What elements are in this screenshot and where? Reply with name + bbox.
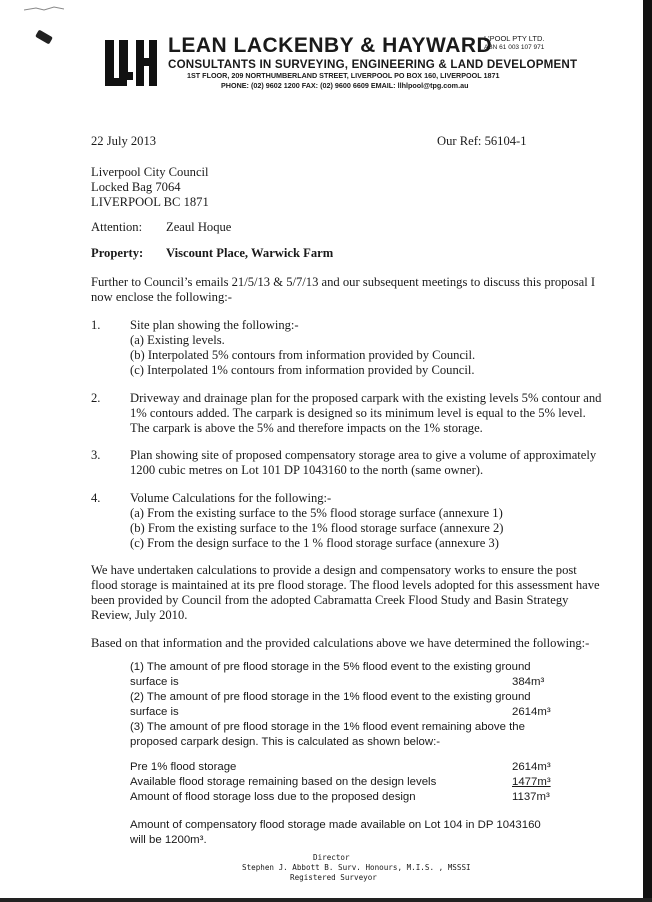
attention-label: Attention: (91, 220, 143, 234)
item-line: (b) From the existing surface to the 1% flood storage surface (annexure 2) (130, 521, 504, 535)
item-line: Plan showing site of proposed compensatory storage area to give a volume of approximately (130, 448, 597, 462)
company-abn: ABN 61 003 107 971 (484, 44, 545, 51)
paragraph-line: Review, July 2010. (91, 608, 188, 622)
scan-border-right (643, 0, 652, 902)
item-line: Site plan showing the following:- (130, 318, 299, 332)
calc-line: (3) The amount of pre flood storage in the 1% flood event remaining above the (130, 721, 525, 733)
calc-line: (2) The amount of pre flood storage in the 1% flood event to the existing ground (130, 691, 531, 703)
letter-date: 22 July 2013 (91, 134, 157, 148)
calc-value: 384m³ (512, 676, 545, 688)
company-pty: L'POOL PTY LTD. (484, 34, 545, 43)
summary-value: 1137m³ (512, 791, 550, 803)
company-logo-icon (105, 40, 157, 86)
paragraph-line: been provided by Council from the adopted Cabramatta Creek Flood Study and Basin Strategy (91, 593, 569, 607)
attention-name: Zeaul Hoque (166, 220, 232, 234)
item-line: 1200 cubic metres on Lot 101 DP 1043160 to the north (same owner). (130, 463, 484, 477)
scan-artifact-icon (24, 6, 64, 12)
signature-role: Registered Surveyor (290, 873, 377, 882)
summary-label: Amount of flood storage loss due to the proposed design (130, 791, 416, 803)
summary-label: Pre 1% flood storage (130, 761, 237, 773)
calc-line: surface is (130, 706, 179, 718)
scan-border-bottom (0, 898, 652, 902)
intro-line: now enclose the following:- (91, 290, 232, 304)
paragraph-line: Based on that information and the provided calculations above we have determined the following:- (91, 636, 590, 650)
summary-value: 2614m³ (512, 761, 551, 773)
item-number: 1. (91, 318, 101, 332)
item-line: (a) From the existing surface to the 5% flood storage surface (annexure 1) (130, 506, 503, 520)
company-name: LEAN LACKENBY & HAYWARD (168, 34, 493, 57)
calc-value: 2614m³ (512, 706, 551, 718)
intro-line: Further to Council’s emails 21/5/13 & 5/7/13 and our subsequent meetings to discuss this proposal I (91, 275, 596, 289)
item-number: 2. (91, 391, 101, 405)
recipient-line: LIVERPOOL BC 1871 (91, 195, 209, 209)
signature-title: Director (313, 853, 350, 862)
item-line: (c) From the design surface to the 1 % flood storage surface (annexure 3) (130, 536, 499, 550)
item-line: The carpark is above the 5% and therefore impacts on the 1% storage. (130, 421, 483, 435)
compensatory-line: will be 1200m³. (130, 834, 207, 846)
item-number: 4. (91, 491, 101, 505)
item-line: (b) Interpolated 5% contours from information provided by Council. (130, 348, 476, 362)
calc-line: (1) The amount of pre flood storage in the 5% flood event to the existing ground (130, 661, 531, 673)
item-line: Driveway and drainage plan for the proposed carpark with the existing levels 5% contour and (130, 391, 602, 405)
signature-name: Stephen J. Abbott B. Surv. Honours, M.I.S. , MSSSI (242, 863, 471, 872)
company-contact: PHONE: (02) 9602 1200 FAX: (02) 9600 6609 EMAIL: llhlpool@tpg.com.au (221, 81, 469, 90)
property-value: Viscount Place, Warwick Farm (166, 246, 334, 260)
paragraph-line: We have undertaken calculations to provide a design and compensatory works to ensure the post (91, 563, 577, 577)
item-number: 3. (91, 448, 101, 462)
calc-line: proposed carpark design. This is calculated as shown below:- (130, 736, 441, 748)
item-line: (c) Interpolated 1% contours from information provided by Council. (130, 363, 475, 377)
item-line: 1% contours added. The carpark is designed so its minimum level is equal to the 5% level. (130, 406, 586, 420)
paragraph-line: flood storage is maintained at its pre flood storage. The flood levels adopted for this assessment have (91, 578, 600, 592)
item-line: (a) Existing levels. (130, 333, 225, 347)
company-subtitle: CONSULTANTS IN SURVEYING, ENGINEERING & LAND DEVELOPMENT (168, 58, 578, 71)
summary-value: 1477m³ (512, 776, 551, 788)
summary-label: Available flood storage remaining based on the design levels (130, 776, 437, 788)
company-address: 1ST FLOOR, 209 NORTHUMBERLAND STREET, LIVERPOOL PO BOX 160, LIVERPOOL 1871 (187, 71, 500, 80)
item-line: Volume Calculations for the following:- (130, 491, 332, 505)
our-reference: Our Ref: 56104-1 (437, 134, 527, 148)
recipient-line: Locked Bag 7064 (91, 180, 181, 194)
calc-line: surface is (130, 676, 179, 688)
punch-mark-icon (35, 30, 53, 45)
property-label: Property: (91, 246, 144, 260)
recipient-line: Liverpool City Council (91, 165, 209, 179)
compensatory-line: Amount of compensatory flood storage made available on Lot 104 in DP 1043160 (130, 819, 541, 831)
